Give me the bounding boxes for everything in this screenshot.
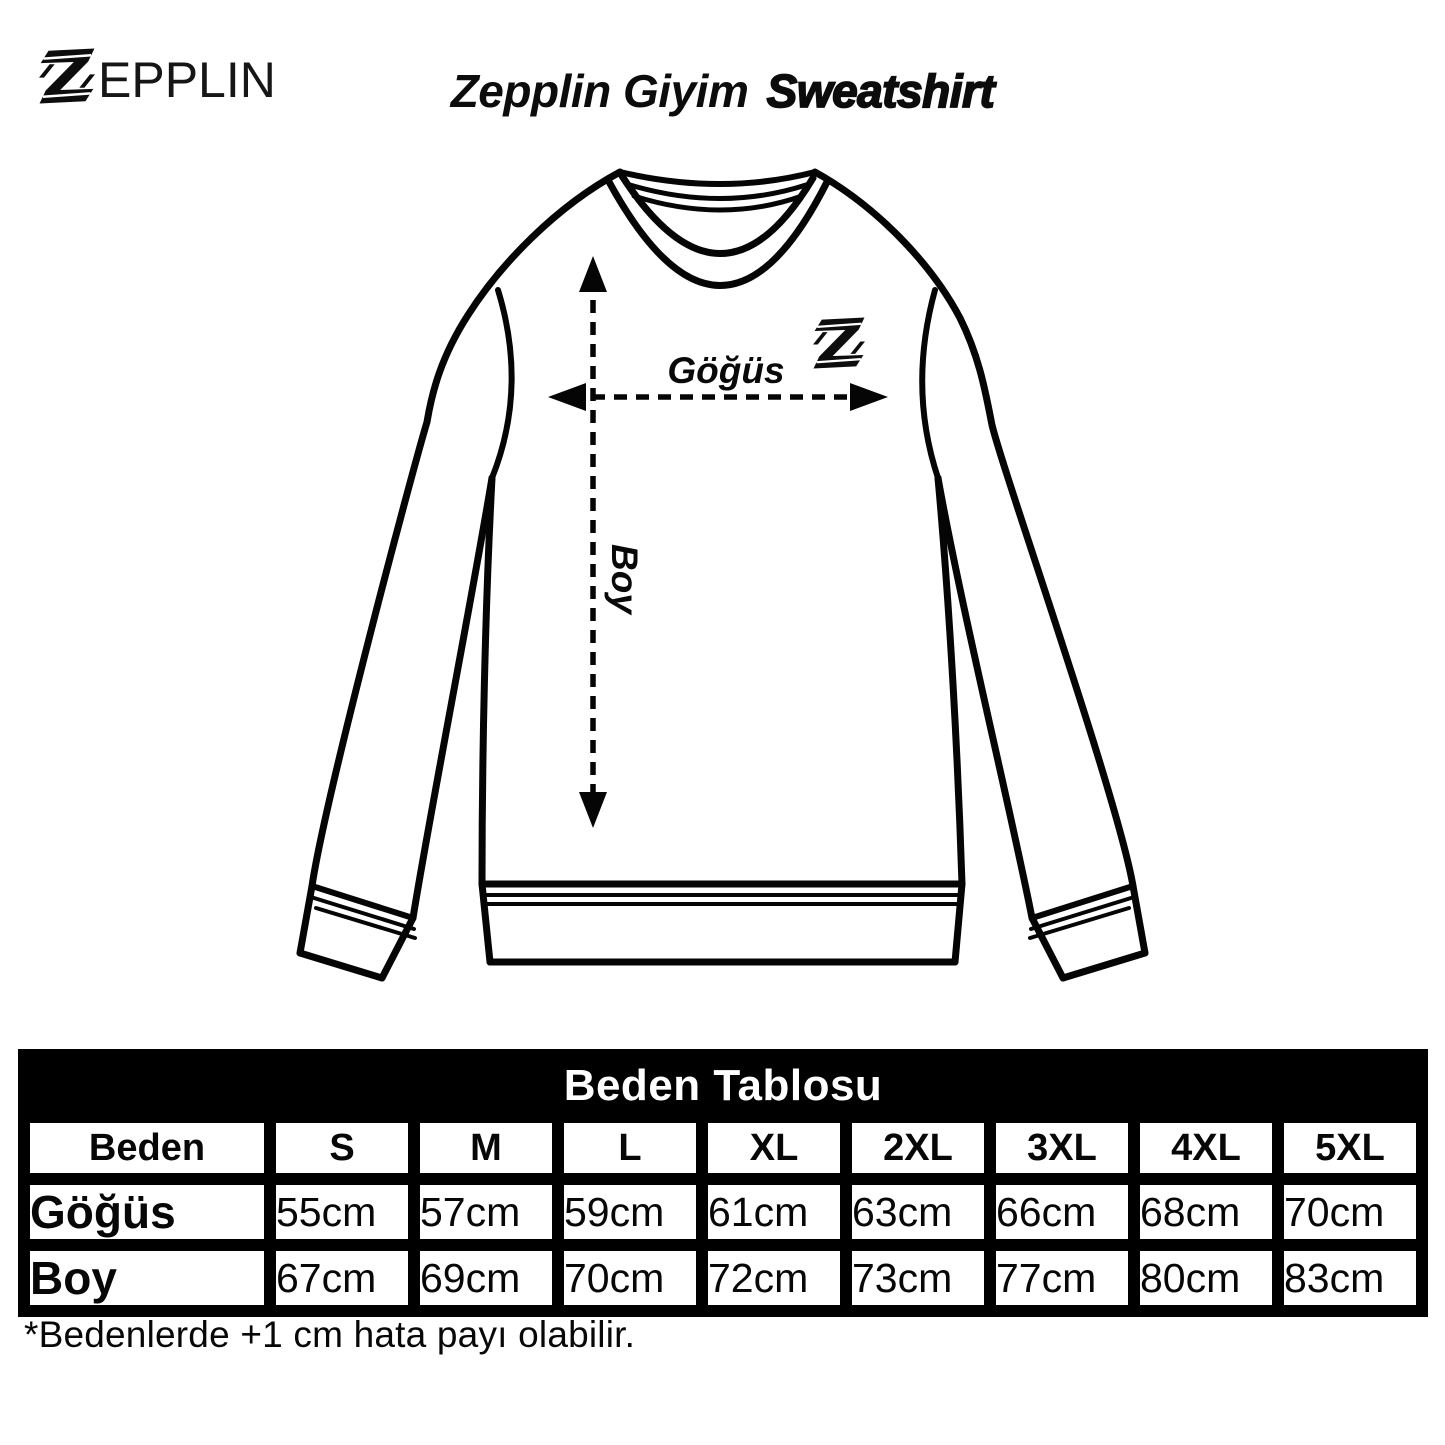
size-value-cell: 83cm bbox=[1284, 1251, 1416, 1305]
size-value-cell: 67cm bbox=[276, 1251, 408, 1305]
size-value-cell: 68cm bbox=[1140, 1185, 1272, 1239]
size-table-header-row bbox=[30, 1123, 1416, 1173]
sweatshirt-outline bbox=[300, 172, 1145, 978]
row-label-chest: Göğüs bbox=[30, 1185, 264, 1239]
size-value-cell: 80cm bbox=[1140, 1251, 1272, 1305]
column-header-4xl: 4XL bbox=[1140, 1123, 1272, 1173]
page-title-prefix: Zepplin Giyim bbox=[450, 65, 749, 117]
column-header-3xl: 3XL bbox=[996, 1123, 1128, 1173]
column-header-l: L bbox=[564, 1123, 696, 1173]
size-tolerance-note: *Bedenlerde +1 cm hata payı olabilir. bbox=[24, 1314, 636, 1355]
column-header-m: M bbox=[420, 1123, 552, 1173]
size-value-cell: 61cm bbox=[708, 1185, 840, 1239]
column-header-2xl: 2XL bbox=[852, 1123, 984, 1173]
size-value-cell: 77cm bbox=[996, 1251, 1128, 1305]
column-header-beden: Beden bbox=[30, 1123, 264, 1173]
chest-z-logo-icon bbox=[813, 318, 865, 369]
size-value-cell: 66cm bbox=[996, 1185, 1128, 1239]
column-header-s: S bbox=[276, 1123, 408, 1173]
size-value-cell: 73cm bbox=[852, 1251, 984, 1305]
size-value-cell: 70cm bbox=[1284, 1185, 1416, 1239]
chest-measure-label: Göğüs bbox=[667, 350, 785, 391]
column-header-5xl: 5XL bbox=[1284, 1123, 1416, 1173]
table-row-chest bbox=[30, 1185, 1416, 1239]
size-value-cell: 70cm bbox=[564, 1251, 696, 1305]
length-measure-label: Boy bbox=[604, 544, 645, 614]
page-title-emphasis: Sweatshirt bbox=[766, 65, 995, 117]
brand-logo-text: EPPLIN bbox=[98, 52, 276, 108]
column-header-xl: XL bbox=[708, 1123, 840, 1173]
size-table-title: Beden Tablosu bbox=[30, 1061, 1416, 1111]
size-value-cell: 63cm bbox=[852, 1185, 984, 1239]
size-value-cell: 69cm bbox=[420, 1251, 552, 1305]
size-table-title-row bbox=[30, 1061, 1416, 1111]
size-value-cell: 57cm bbox=[420, 1185, 552, 1239]
size-value-cell: 72cm bbox=[708, 1251, 840, 1305]
length-arrow bbox=[579, 256, 607, 828]
row-label-length: Boy bbox=[30, 1251, 264, 1305]
size-value-cell: 55cm bbox=[276, 1185, 408, 1239]
size-table bbox=[18, 1049, 1428, 1317]
size-value-cell: 59cm bbox=[564, 1185, 696, 1239]
table-row-length bbox=[30, 1251, 1416, 1305]
